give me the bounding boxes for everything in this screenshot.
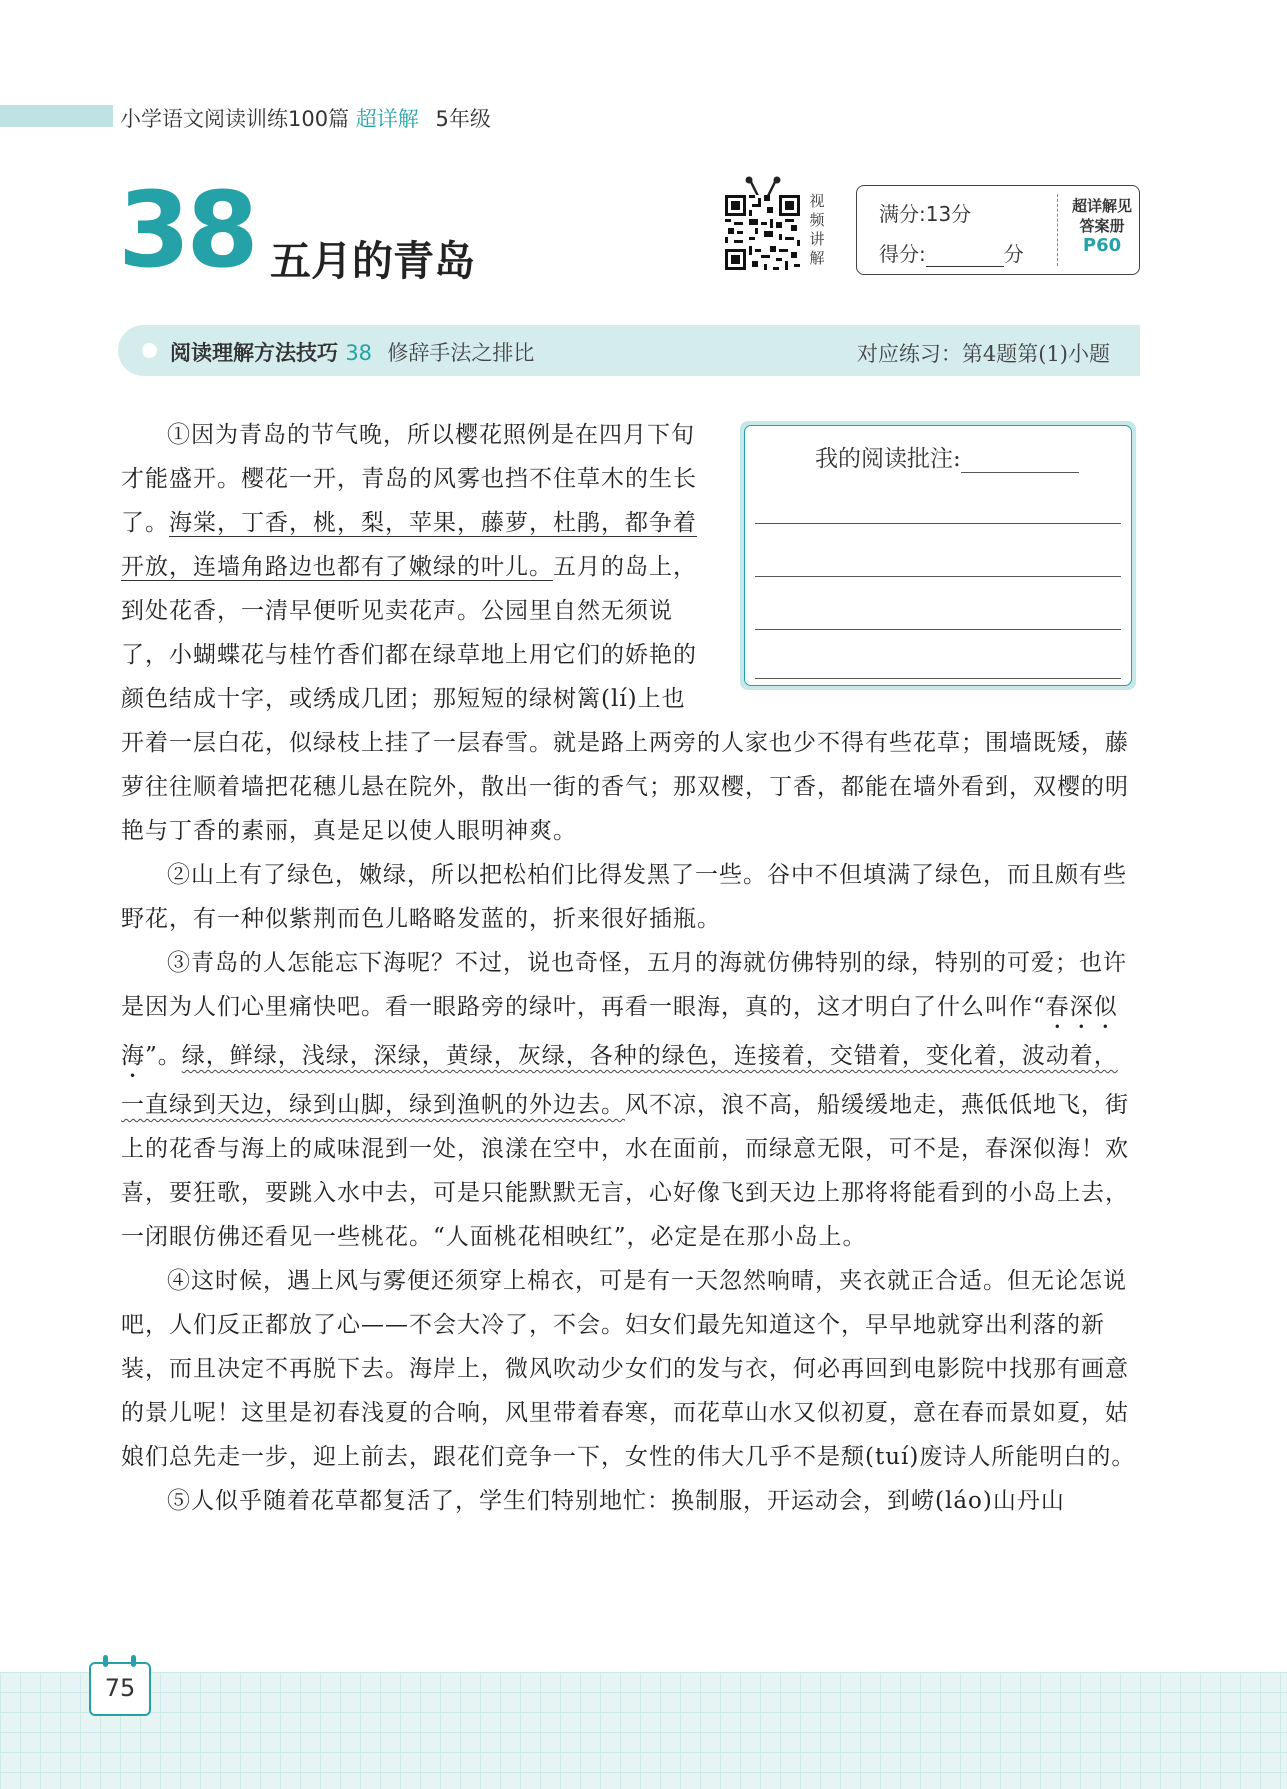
notes-title: 我的阅读批注:	[815, 440, 1079, 473]
qr-code-icon[interactable]	[725, 195, 800, 270]
score-field[interactable]: 得分: 分	[879, 242, 1024, 266]
bottom-grid-background	[0, 1672, 1287, 1789]
video-explain-label: 视 频 讲 解	[809, 192, 825, 267]
book-accent: 超详解	[355, 107, 419, 131]
header-stripe	[0, 105, 113, 127]
score-divider	[1057, 194, 1058, 266]
lesson-number: 38	[118, 169, 255, 291]
book-header	[120, 103, 491, 133]
paragraph-3: ③青岛的人怎能忘下海呢？不过，说也奇怪，五月的海就仿佛特别的绿，特别的可爱；也许是因为人们心里痛快吧。看一眼路旁的绿叶，再看一眼海，真的，这才明白了什么叫作“春深似海”。绿，鲜绿，浅绿，深绿，黄绿，灰绿，各种的绿色，连接着，交错着，变化着，波动着，一直绿到天边，绿到山脚，绿到渔帆的外边去。风不凉，浪不高，船缓缓地走，燕低低地飞，街上的花香与海上的咸味混到一处，浪漾在空中，水在面前，而绿意无限，可不是，春深似海！欢喜，要狂歌，要跳入水中去，可是只能默默无言，心好像飞到天边上那将将能看到的小岛上去，一闭眼仿佛还看见一些桃花。“人面桃花相映红”，必定是在那小岛上。	[121, 950, 1129, 1250]
paragraph-5: ⑤人似乎随着花草都复活了，学生们特别地忙：换制服，开运动会，到崂(láo)山丹山	[167, 1488, 1065, 1514]
answer-reference: 超详解见 答案册 P60	[1071, 197, 1132, 256]
lesson-title: 五月的青岛	[270, 237, 475, 285]
practice-reference: 对应练习：第4题第(1)小题	[856, 342, 1110, 366]
bullet-dot-icon	[142, 343, 157, 358]
emphasized-phrase: 春深似海	[121, 994, 1118, 1069]
underlined-sentence: 海棠，丁香，桃，梨，苹果，藤萝，杜鹃，都争着开放，连墙角路边也都有了嫩绿的叶儿。	[121, 510, 697, 580]
article-body	[121, 413, 1141, 1523]
method-title: 阅读理解方法技巧 38 修辞手法之排比	[170, 341, 535, 365]
paragraph-2: ②山上有了绿色，嫩绿，所以把松柏们比得发黑了一些。谷中不但填满了绿色，而且颇有些野花，有一种似紫荆而色儿略略发蓝的，折来很好插瓶。	[121, 862, 1127, 932]
method-tip-bar	[118, 325, 1140, 376]
full-score: 满分:13分	[879, 202, 972, 226]
wavy-underlined-sentence: 绿，鲜绿，浅绿，深绿，黄绿，灰绿，各种的绿色，连接着，交错着，变化着，波动着，一直绿到天边，绿到山脚，绿到渔帆的外边去。	[121, 1043, 1118, 1118]
page-number-badge	[89, 1662, 151, 1716]
book-grade: 5年级	[435, 107, 491, 131]
paragraph-1: ①因为青岛的节气晚，所以樱花照例是在四月下旬才能盛开。樱花一开，青岛的风雾也挡不住草木的生长了。海棠，丁香，桃，梨，苹果，藤萝，杜鹃，都争着开放，连墙角路边也都有了嫩绿的叶儿。五月的岛上，到处花香，一清早便听见卖花声。公园里自然无须说了，小蝴蝶花与桂竹香们都在绿草地上用它们的娇艳的颜色结成十字，或绣成几团；那短短的绿树篱(lí)上也开着一层白花，似绿枝上挂了一层春雪。就是路上两旁的人家也少不得有些花草；围墙既矮，藤萝往往顺着墙把花穗儿悬在院外，散出一街的香气；那双樱，丁香，都能在墙外看到，双樱的明艳与丁香的素丽，真是足以使人眼明神爽。	[121, 422, 1129, 844]
book-title: 小学语文阅读训练100篇	[120, 107, 350, 131]
score-box	[856, 185, 1140, 275]
paragraph-4: ④这时候，遇上风与雾便还须穿上棉衣，可是有一天忽然响晴，夹衣就正合适。但无论怎说吧，人们反正都放了心——不会大冷了，不会。妇女们最先知道这个，早早地就穿出利落的新装，而且决定不再脱下去。海岸上，微风吹动少女们的发与衣，何必再回到电影院中找那有画意的景儿呢！这里是初春浅夏的合响，风里带着春寒，而花草山水又似初夏，意在春而景如夏，姑娘们总先走一步，迎上前去，跟花们竞争一下，女性的伟大几乎不是颓(tuí)废诗人所能明白的。	[121, 1268, 1136, 1470]
page-number: 75	[104, 1674, 136, 1702]
